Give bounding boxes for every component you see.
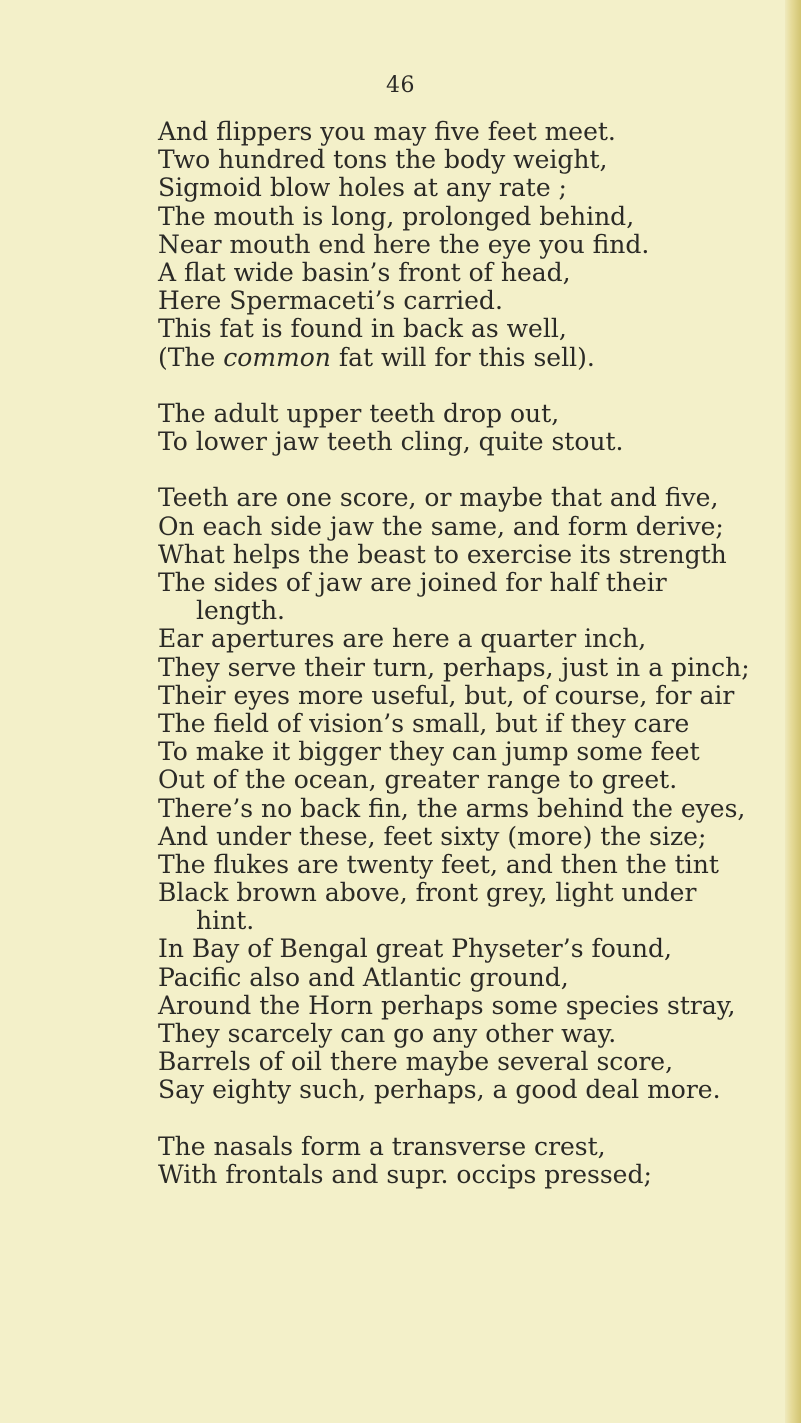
poem-line: To lower jaw teeth cling, quite stout. <box>158 427 624 457</box>
poem-line: hint. <box>196 906 255 936</box>
poem-line: A flat wide basin’s front of head, <box>158 257 571 287</box>
poem-line: Say eighty such, perhaps, a good deal more. <box>158 1075 721 1105</box>
poem-line: Black brown above, front grey, light under <box>158 878 697 908</box>
stanza-break <box>158 372 758 400</box>
poem-line: Pacific also and Atlantic ground, <box>158 962 569 992</box>
poem-line: The field of vision’s small, but if they care <box>158 708 690 738</box>
stanza-break <box>158 1105 758 1133</box>
poem-line: Ear apertures are here a quarter inch, <box>158 624 647 654</box>
poem-line: With frontals and supr. occips pressed; <box>158 1159 652 1189</box>
poem-line: What helps the beast to exercise its strength <box>158 539 727 569</box>
line-segment: fat will for this sell). <box>330 342 595 372</box>
poem-line: To make it bigger they can jump some feet <box>158 737 700 767</box>
poem-line: They scarcely can go any other way. <box>158 1019 617 1048</box>
poem-line: Here Spermaceti’s carried. <box>158 286 503 316</box>
poem-line: Teeth are one score, or maybe that and five, <box>158 483 719 513</box>
poem-line: In Bay of Bengal great Physeter’s found, <box>158 934 672 964</box>
page-number: 46 <box>386 73 415 98</box>
poem-line: The flukes are twenty feet, and then the tint <box>158 849 719 879</box>
poem-line: And under these, feet sixty (more) the size; <box>158 821 707 851</box>
poem-line: This fat is found in back as well, <box>158 314 567 344</box>
poem-line: The adult upper teeth drop out, <box>158 398 560 428</box>
poem-line: On each side jaw the same, and form derive; <box>158 511 724 541</box>
poem-line: And flippers you may five feet meet. <box>158 117 616 146</box>
poem-line: They serve their turn, perhaps, just in a pinch; <box>158 652 750 682</box>
poem-line: Sigmoid blow holes at any rate ; <box>158 173 567 203</box>
poem-line: There’s no back fin, the arms behind the eyes, <box>158 793 746 823</box>
poem-line: Barrels of oil there maybe several score, <box>158 1047 674 1077</box>
poem-body <box>158 118 758 1189</box>
poem-line: Out of the ocean, greater range to greet. <box>158 765 678 795</box>
italic-word: common <box>223 342 331 372</box>
poem-line: Near mouth end here the eye you find. <box>158 229 650 259</box>
line-segment: (The <box>158 342 224 372</box>
poem-line: length. <box>196 596 285 626</box>
page-edge-shadow <box>785 0 801 1423</box>
poem-line: Two hundred tons the body weight, <box>158 145 608 175</box>
poem-line: The mouth is long, prolonged behind, <box>158 201 635 231</box>
poem-line: Their eyes more useful, but, of course, for air <box>158 680 735 710</box>
poem-line: The nasals form a transverse crest, <box>158 1131 606 1161</box>
poem-line: Around the Horn perhaps some species stray, <box>158 990 736 1020</box>
poem-line <box>158 344 758 372</box>
stanza-break <box>158 456 758 484</box>
poem-line: The sides of jaw are joined for half their <box>158 568 667 597</box>
